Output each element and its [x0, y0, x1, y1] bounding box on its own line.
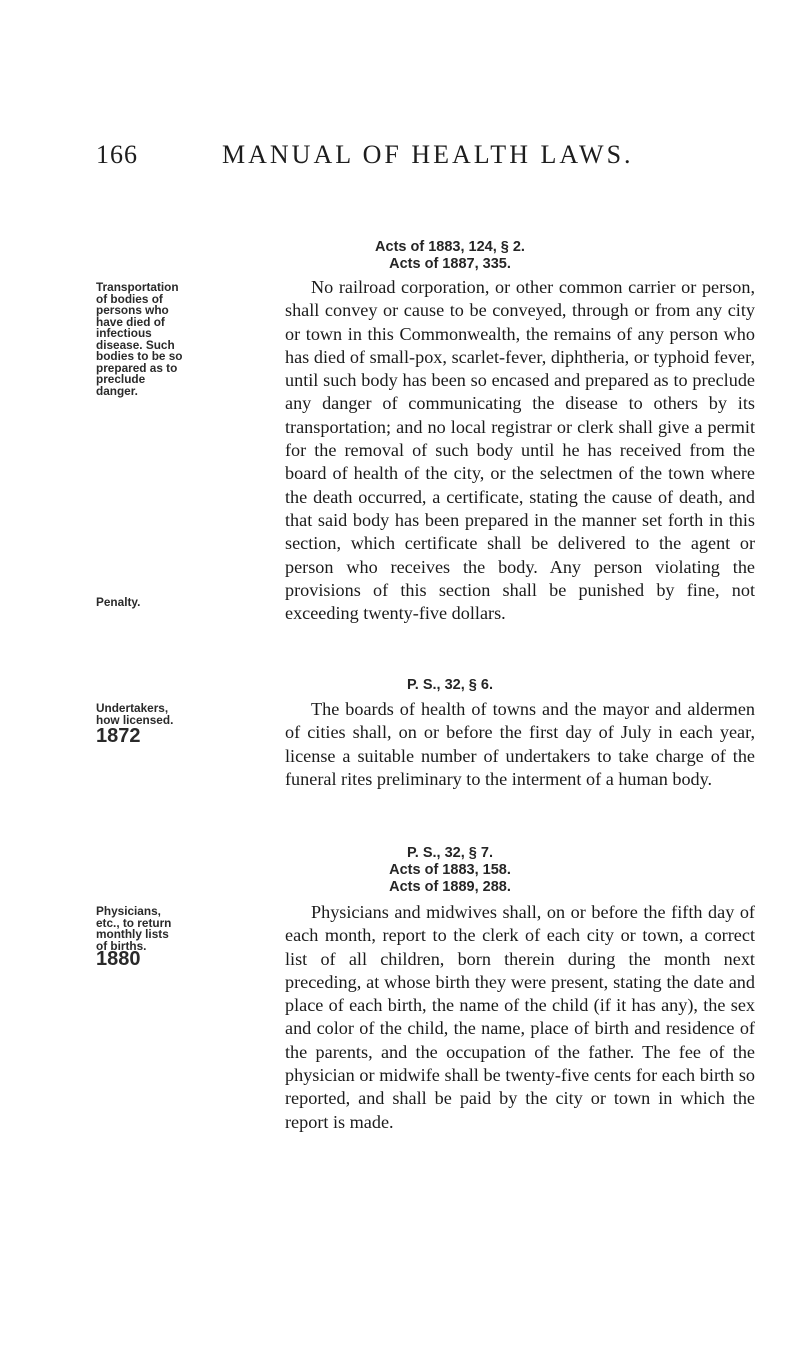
citation-line: Acts of 1887, 335.: [389, 256, 511, 272]
margin-note-undertakers: Undertakers, how licensed.: [96, 701, 174, 727]
citation-line: Acts of 1889, 288.: [389, 879, 511, 895]
margin-note-transportation: Transportation of bodies of persons who have died of infectious disease. Such bodies to be so prepared as to preclude danger.: [96, 280, 183, 398]
paragraph: No railroad corporation, or other common carrier or person, shall convey or cause to be conveyed, through or from any city or town in this Commonwealth, the remains of any person who has died of small-pox, scarlet-fever, diphtheria, or typhoid fever, until such body has been so encased and prepared as to preclude any danger of communicating the disease to others by its transportation; and no local registrar or clerk shall give a permit for the removal of such body until he has received from the board of health of the city, or the selectmen of the town where the death occurred, a certificate, stating the cause of death, and that said body has been prepared in the manner set forth in this section, which certificate shall be delivered to the agent or person who receives the body. Any person violating the provisions of this section shall be punished by fine, not exceeding twenty-five dollars.: [285, 277, 755, 624]
margin-note-penalty: Penalty.: [96, 595, 141, 609]
margin-year-1880: 1880: [96, 948, 141, 970]
margin-year-1872: 1872: [96, 725, 141, 747]
citation-line: P. S., 32, § 6.: [407, 677, 493, 693]
page-number: 166: [96, 140, 138, 169]
citation-line: Acts of 1883, 124, § 2.: [375, 239, 525, 255]
page-header: [0, 140, 800, 180]
section-body-physicians: [285, 901, 755, 1134]
section-citation-1: [0, 239, 800, 273]
citation-block: [190, 845, 800, 896]
section-citation-3: [0, 845, 800, 896]
margin-note-physicians: Physicians, etc., to return monthly lists of births.: [96, 904, 172, 953]
citation-line: Acts of 1883, 158.: [389, 862, 511, 878]
section-citation-2: [0, 677, 800, 694]
running-title: MANUAL OF HEALTH LAWS.: [222, 140, 634, 169]
citation-block: [190, 239, 800, 273]
citation-line: P. S., 32, § 7.: [407, 845, 493, 861]
section-body-transportation: [285, 276, 755, 625]
section-body-undertakers: [285, 698, 755, 791]
paragraph: The boards of health of towns and the mayor and aldermen of cities shall, on or before the first day of July in each year, license a suitable number of undertakers to take charge of the funeral rites preliminary to the interment of a human body.: [285, 699, 755, 789]
paragraph: Physicians and midwives shall, on or before the fifth day of each month, report to the clerk of each city or town, a correct list of all children, born therein during the month next preceding, at whose birth they were present, stating the date and place of each birth, the name of the child (if it has any), the sex and color of the child, the name, place of birth and residence of the parents, and the occupation of the father. The fee of the physician or midwife shall be twenty-five cents for each birth so reported, and shall be paid by the city or town in which the report is made.: [285, 902, 755, 1132]
citation-block: [190, 677, 800, 694]
